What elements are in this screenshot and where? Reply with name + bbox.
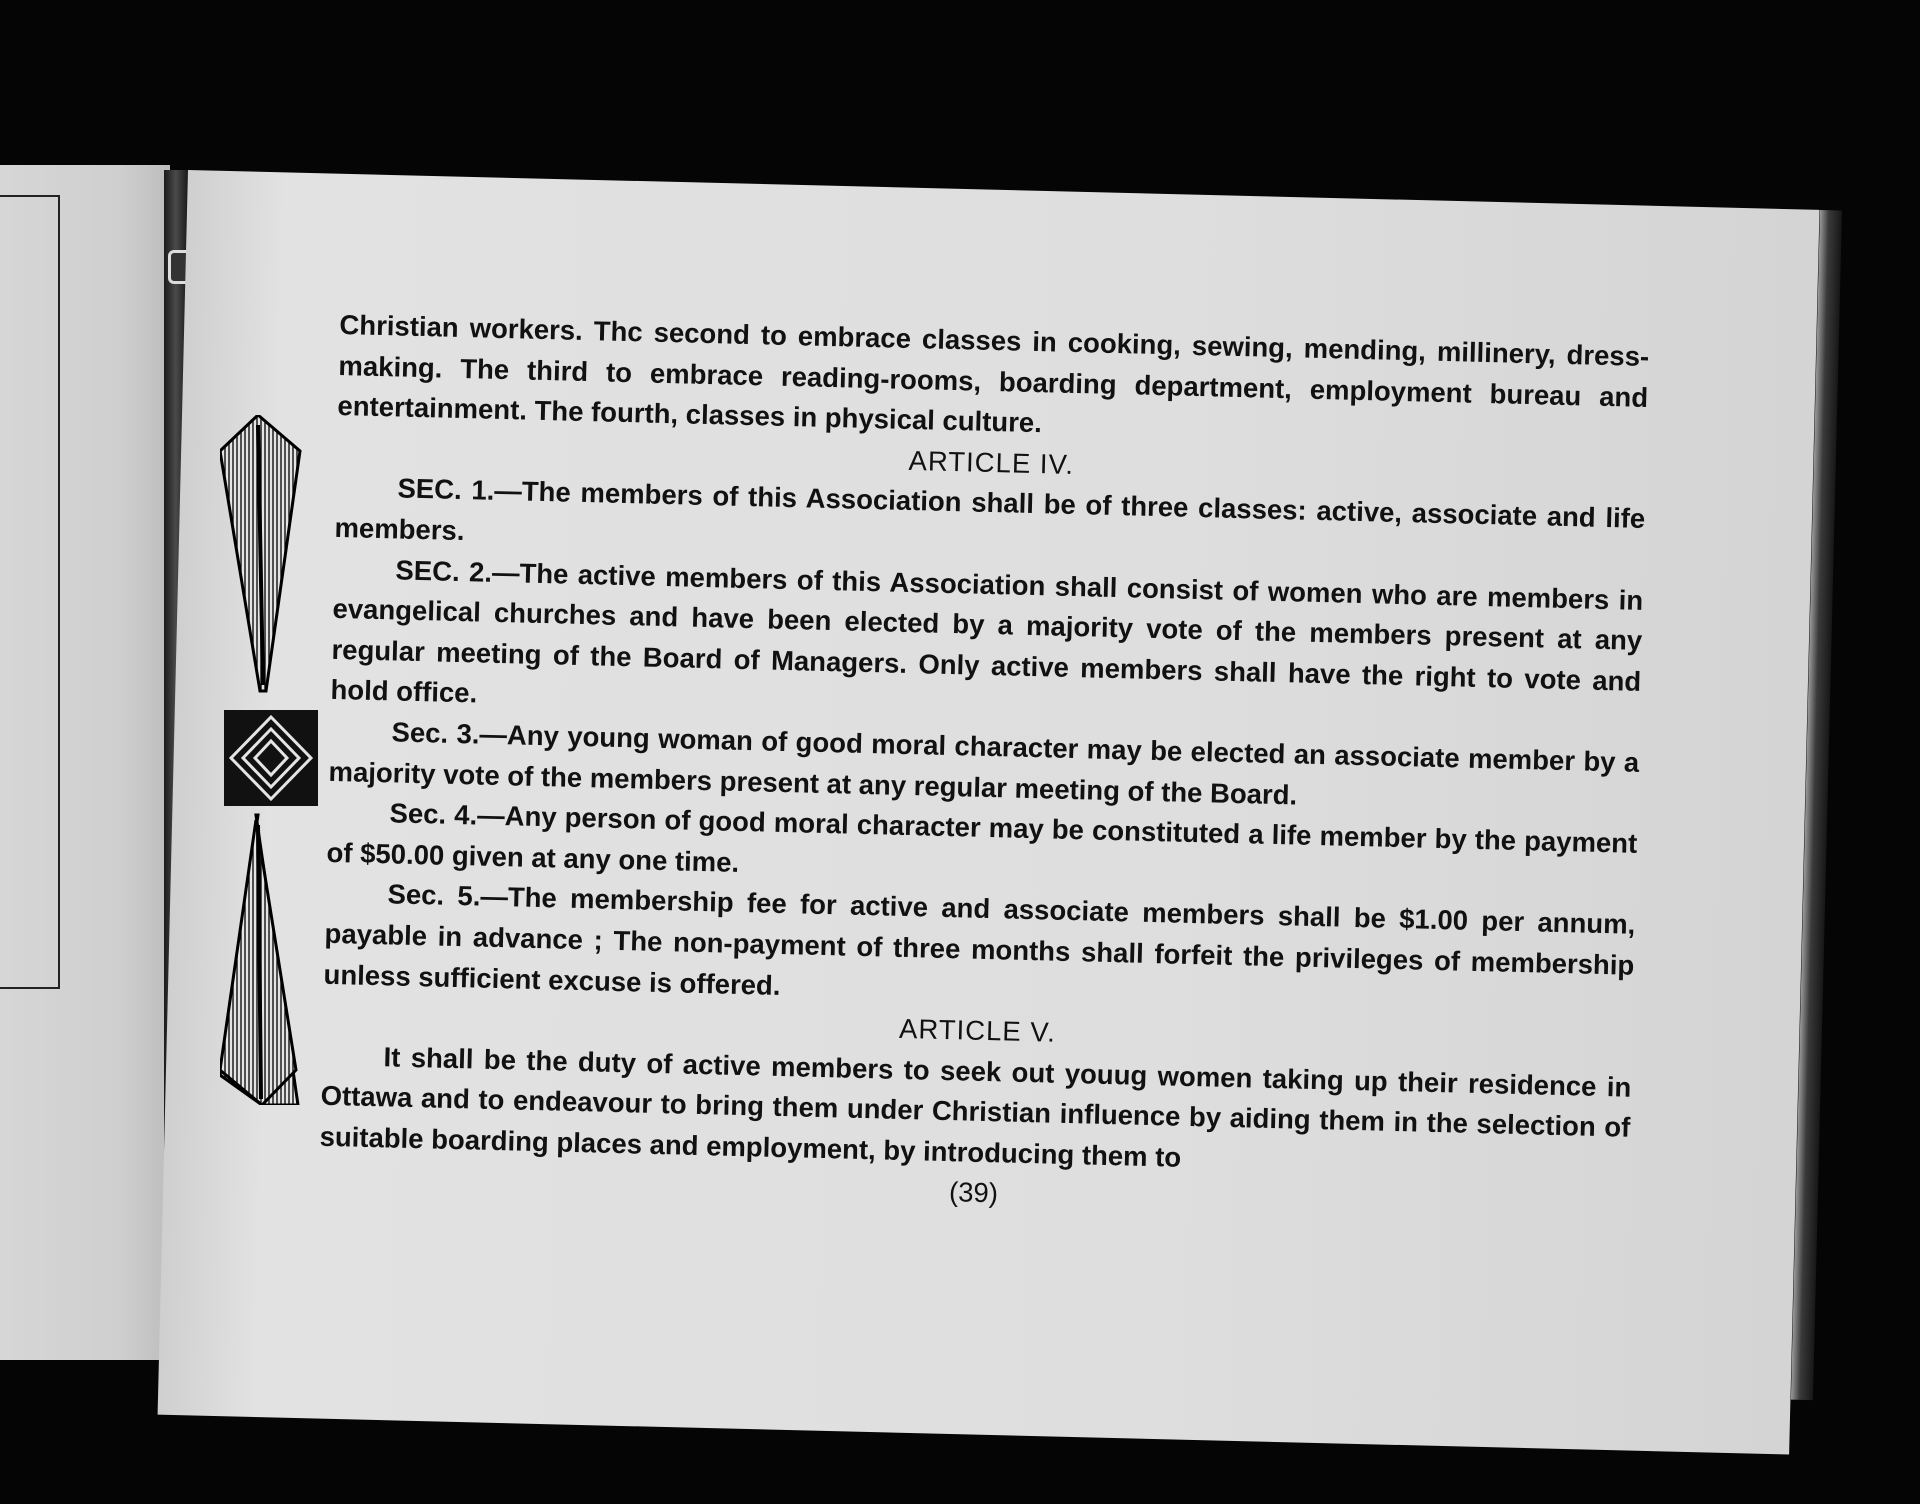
section-paragraph: Sec. 3.—Any young woman of good moral character may be elected an associate member by a majority vote of the members present at any regular meeting of the Board.: [328, 716, 1640, 811]
section-paragraph: SEC. 1.—The members of this Association shall be of three classes: active, associate and life members.: [334, 472, 1646, 547]
left-page-border-frame: [0, 195, 60, 989]
article-heading-v: ARTICLE V.: [898, 1012, 1057, 1048]
article-heading-iv: ARTICLE IV.: [908, 444, 1075, 480]
page-number: (39): [948, 1176, 999, 1209]
paragraph-continuation: Christian workers. Thc second to embrace classes in cooking, sewing, mending, millinery, dress-making. The third to embrace reading-rooms, boarding department, employment bureau and entertainment. The fourth, classes in physical culture.: [337, 308, 1650, 439]
section-paragraph: SEC. 2.—The active members of this Association shall consist of women who are members in evangelical churches and have been elected by a majority vote of the members present at any regular meeting of the Board of Managers. Only active members shall have the right to vote and hold office.: [330, 554, 1644, 709]
decorative-ornament-icon: [220, 415, 322, 1105]
page-text-block: [319, 305, 1650, 1209]
section-paragraph: Sec. 5.—The membership fee for active and associate members shall be $1.00 per annum, payable in advance ; The non-payment of three months shall forfeit the privileges of membership unless sufficient excuse is offered.: [323, 878, 1636, 1001]
article-paragraph: It shall be the duty of active members to seek out youug women taking up their residence in Ottawa and to endeavour to bring them under Christian influence by aiding them in the selection of suitable boarding places and employment, by introducing them to: [319, 1040, 1632, 1173]
section-paragraph: Sec. 4.—Any person of good moral character may be constituted a life member by the payment of $50.00 given at any one time.: [326, 797, 1638, 878]
